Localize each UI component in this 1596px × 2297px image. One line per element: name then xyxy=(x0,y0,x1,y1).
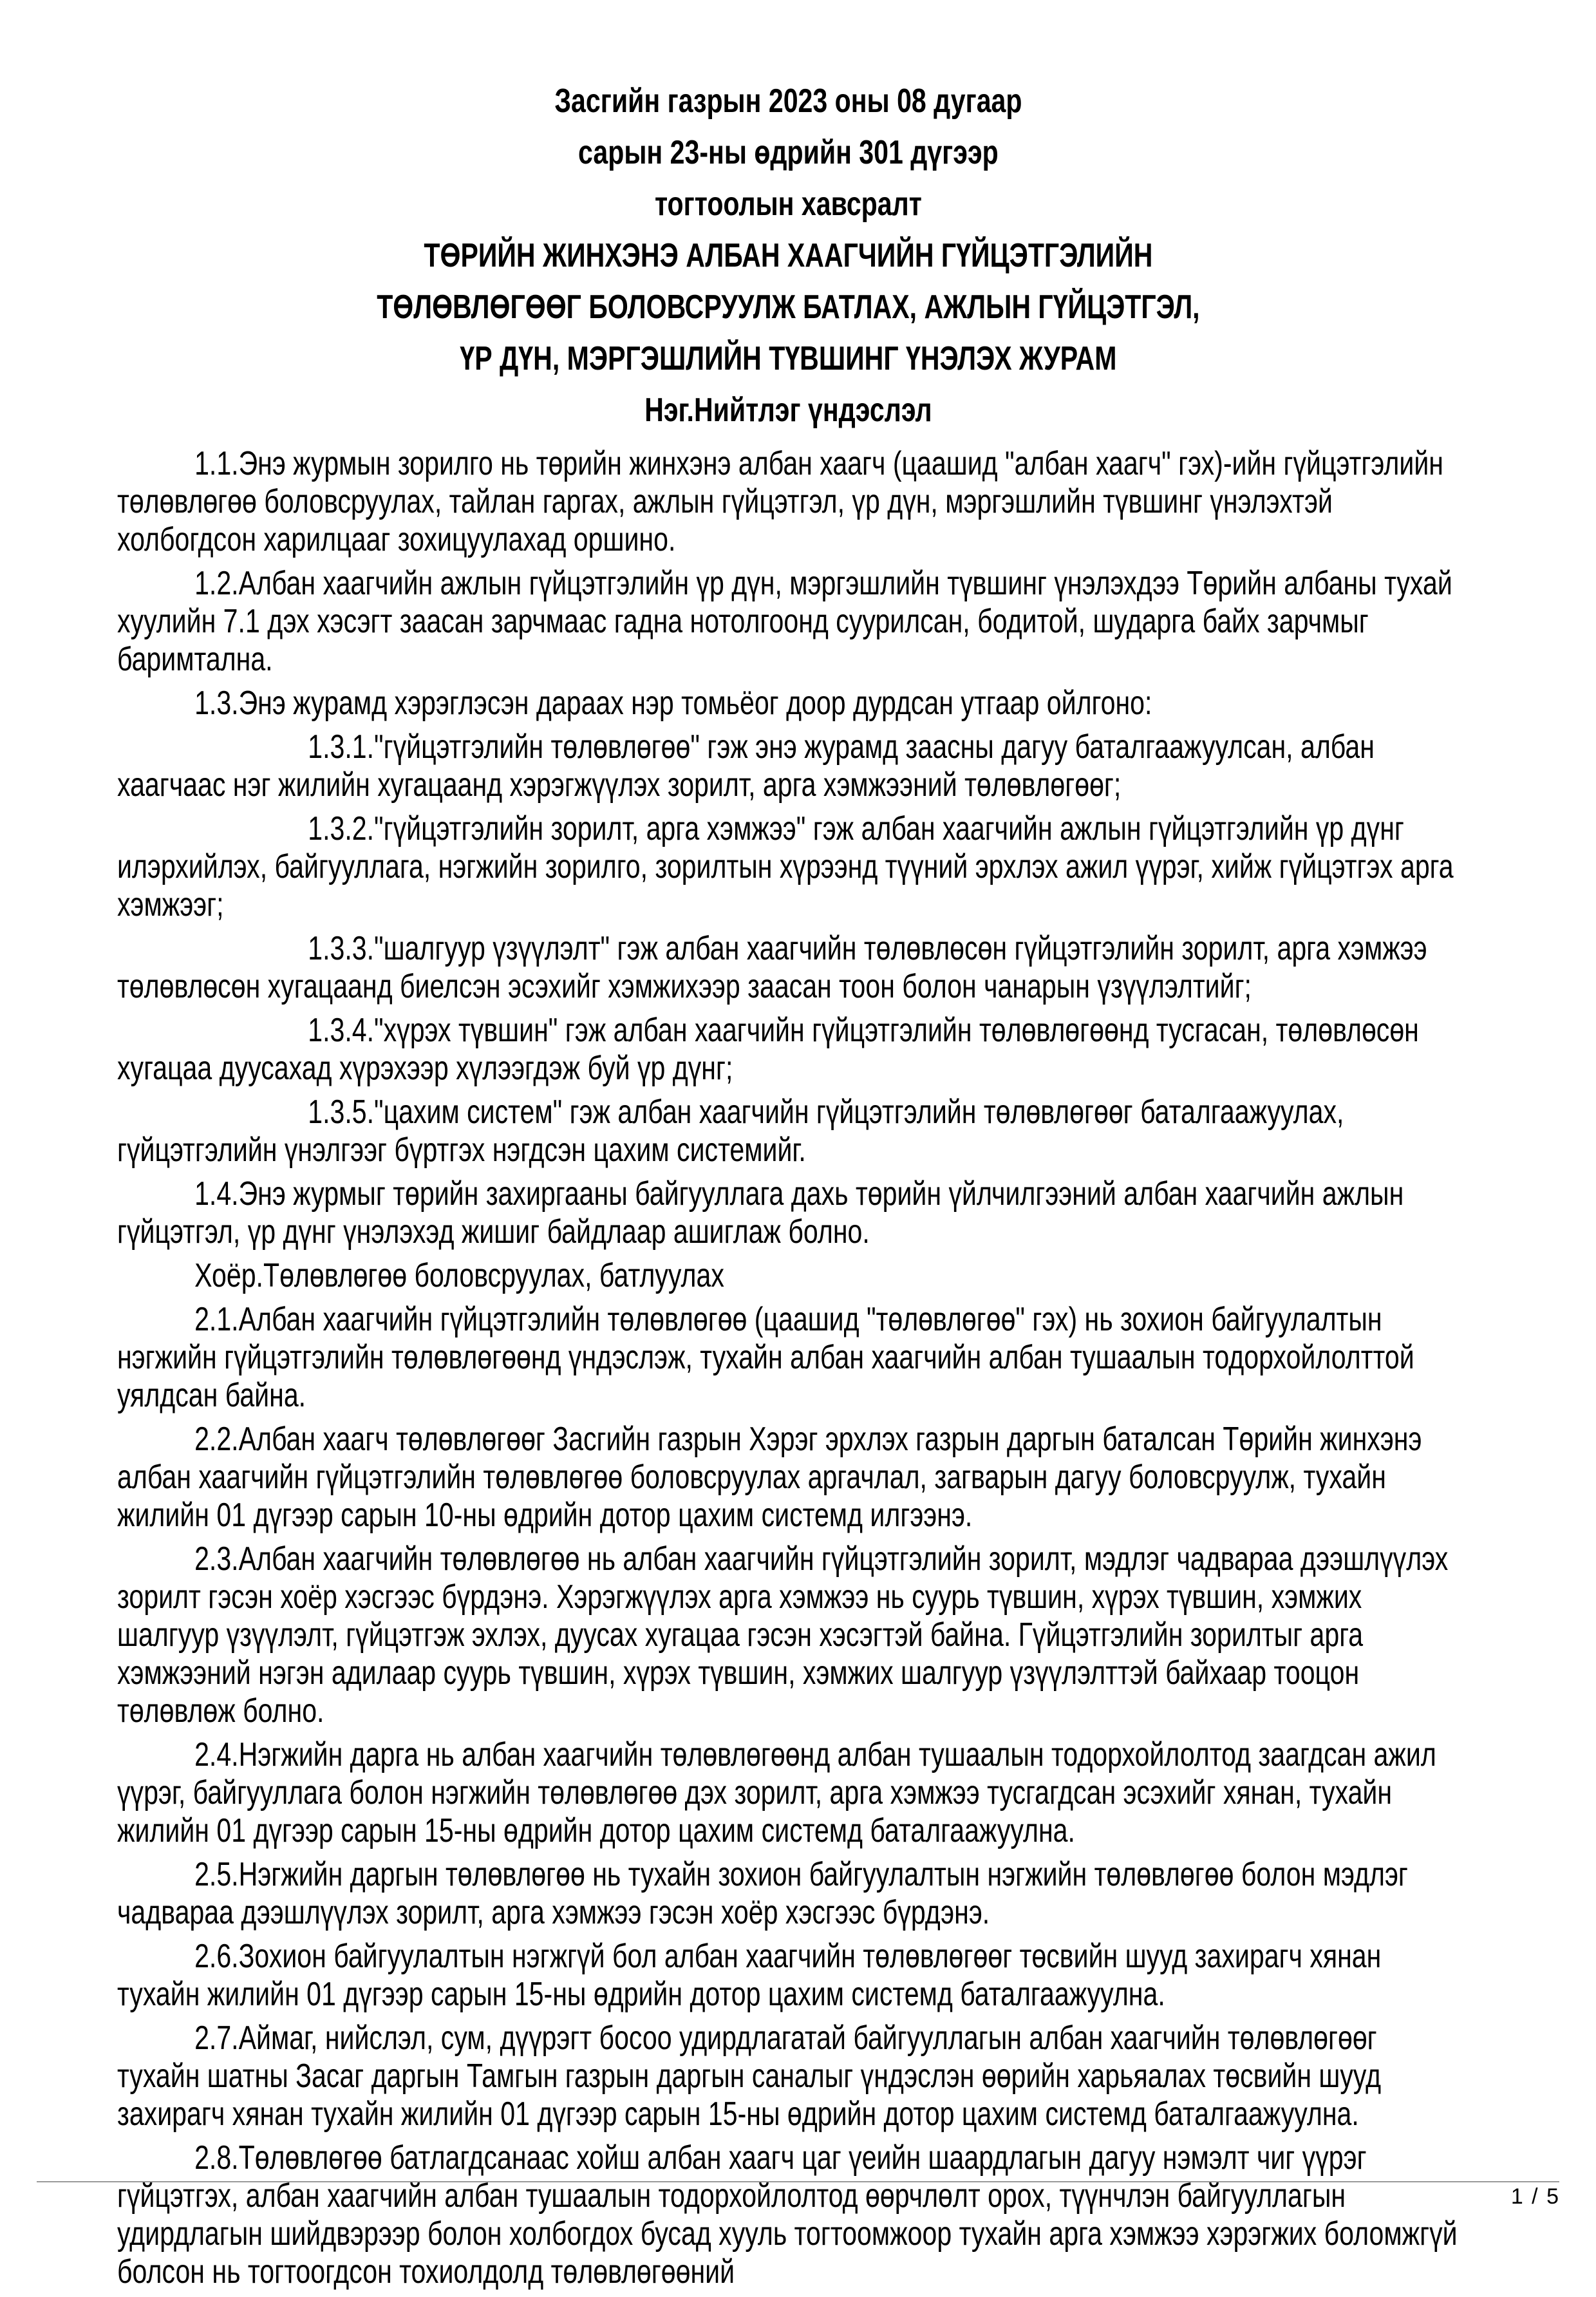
paragraph: 2.6.Зохион байгуулалтын нэгжгүй бол албан хаагчийн төлөвлөгөөг төсвийн шууд захирагч хянан тухайн жилийн 01 дүгээр сарын 15-ны өдрийн дотор цахим системд баталгаажуулна. xyxy=(117,1938,1382,2013)
document-content xyxy=(117,82,1460,2297)
document-sections xyxy=(117,392,1460,2291)
title-line: ТӨРИЙН ЖИНХЭНЭ АЛБАН ХААГЧИЙН ГҮЙЦЭТГЭЛИЙН xyxy=(424,237,1153,274)
title-line: ҮР ДҮН, МЭРГЭШЛИЙН ТҮВШИНГ ҮНЭЛЭХ ЖУРАМ xyxy=(460,340,1117,377)
paragraph: 2.2.Албан хаагч төлөвлөгөөг Засгийн газрын Хэрэг эрхлэх газрын даргын баталсан Төрийн жинхэнэ албан хаагчийн гүйцэтгэлийн төлөвлөгөө боловсруулах аргачлал, загварын дагуу боловсруулж, тухайн жилийн 01 дүгээр сарын 10-ны өдрийн дотор цахим системд илгээнэ. xyxy=(117,1421,1422,1534)
paragraph: 1.4.Энэ журмыг төрийн захиргааны байгууллага дахь төрийн үйлчилгээний албан хаагчийн ажлын гүйцэтгэл, үр дүнг үнэлэхэд жишиг байдлаар ашиглаж болно. xyxy=(117,1175,1404,1251)
paragraph: 2.5.Нэгжийн даргын төлөвлөгөө нь тухайн зохион байгуулалтын нэгжийн төлөвлөгөө болон мэдлэг чадвараа дээшлүүлэх зорилт, арга хэмжээ гэсэн хоёр хэсгээс бүрдэнэ. xyxy=(117,1856,1408,1931)
preamble-line: сарын 23-ны өдрийн 301 дүгээр xyxy=(578,134,999,171)
paragraph: 1.3.4."хүрэх түвшин" гэж албан хаагчийн гүйцэтгэлийн төлөвлөгөөнд тусгасан, төлөвлөсөн хугацаа дуусахад хүрэхээр хүлээгдэж буй үр дүнг; xyxy=(117,1012,1419,1087)
paragraph: 1.3.2."гүйцэтгэлийн зорилт, арга хэмжээ" гэж албан хаагчийн ажлын гүйцэтгэлийн үр дүнг илэрхийлэх, байгууллага, нэгжийн зорилго, зорилтын хүрээнд түүний эрхлэх ажил үүрэг, хийж гүйцэтгэх арга хэмжээг; xyxy=(117,810,1454,923)
preamble-line: Засгийн газрын 2023 оны 08 дугаар xyxy=(554,82,1022,120)
paragraph: 2.8.Төлөвлөгөө батлагдсанаас хойш албан хаагч цаг үеийн шаардлагын дагуу нэмэлт чиг үүрэг гүйцэтгэх, албан хаагчийн албан тушаалын тодорхойлолтод өөрчлөлт орох, түүнчлэн байгууллагын удирдлагын шийдвэрээр болон холбогдох бусад хууль тогтоомжоор тухайн арга хэмжээ хэрэгжих боломжгүй болсон нь тогтоогдсон тохиолдолд төлөвлөгөөний xyxy=(117,2139,1458,2291)
paragraph: 1.3.1."гүйцэтгэлийн төлөвлөгөө" гэж энэ журамд заасны дагуу баталгаажуулсан, албан хаагчаас нэг жилийн хугацаанд хэрэгжүүлэх зорилт, арга хэмжээний төлөвлөгөөг; xyxy=(117,728,1375,804)
paragraph: 2.3.Албан хаагчийн төлөвлөгөө нь албан хаагчийн гүйцэтгэлийн зорилт, мэдлэг чадвараа дээшлүүлэх зорилт гэсэн хоёр хэсгээс бүрдэнэ. Хэрэгжүүлэх арга хэмжээ нь суурь түвшин, хүрэх түвшин, хэмжих шалгуур үзүүлэлт, гүйцэтгэж эхлэх, дуусах хугацаа гэсэн хэсэгтэй байна. Гүйцэтгэлийн зорилтыг арга хэмжээний нэгэн адилаар суурь түвшин, хүрэх түвшин, хэмжих шалгуур үзүүлэлттэй байхаар тооцон төлөвлөж болно. xyxy=(117,1540,1449,1730)
preamble-line: тогтоолын хавсралт xyxy=(654,185,922,223)
paragraph: 1.1.Энэ журмын зорилго нь төрийн жинхэнэ албан хаагч (цаашид "албан хаагч" гэх)-ийн гүйцэтгэлийн төлөвлөгөө боловсруулах, тайлан гаргах, ажлын гүйцэтгэл, үр дүн, мэргэшлийн түвшинг үнэлэхтэй холбогдсон харилцааг зохицуулахад оршино. xyxy=(117,445,1443,558)
section-heading: Хоёр.Төлөвлөгөө боловсруулах, батлуулах xyxy=(194,1257,724,1294)
section xyxy=(117,392,1460,1251)
decree-preamble xyxy=(117,82,1460,223)
paragraph: 1.3.3."шалгуур үзүүлэлт" гэж албан хаагчийн төлөвлөсөн гүйцэтгэлийн зорилт, арга хэмжээ төлөвлөсөн хугацаанд биелсэн эсэхийг хэмжихээр заасан тоон болон чанарын үзүүлэлтийг; xyxy=(117,930,1427,1005)
paragraph: 1.2.Албан хаагчийн ажлын гүйцэтгэлийн үр дүн, мэргэшлийн түвшинг үнэлэхдээ Төрийн албаны тухай хуулийн 7.1 дэх хэсэгт заасан зарчмаас гадна нотолгоонд суурилсан, бодитой, шударга байх зарчмыг баримтална. xyxy=(117,565,1452,678)
title-line: ТӨЛӨВЛӨГӨӨГ БОЛОВСРУУЛЖ БАТЛАХ, АЖЛЫН ГҮЙЦЭТГЭЛ, xyxy=(377,288,1200,326)
document-title xyxy=(117,237,1460,378)
paragraph: 2.7.Аймаг, нийслэл, сум, дүүрэгт босоо удирдлагатай байгууллагын албан хаагчийн төлөвлөгөөг тухайн шатны Засаг даргын Тамгын газрын даргын саналыг үндэслэн өөрийн харьяалах төсвийн шууд захирагч хянан тухайн жилийн 01 дүгээр сарын 15-ны өдрийн дотор цахим системд баталгаажуулна. xyxy=(117,2019,1382,2133)
paragraph: 2.4.Нэгжийн дарга нь албан хаагчийн төлөвлөгөөнд албан тушаалын тодорхойлолтод заагдсан ажил үүрэг, байгууллага болон нэгжийн төлөвлөгөө дэх зорилт, арга хэмжээ тусгагдсан эсэхийг хянан, тухайн жилийн 01 дүгээр сарын 15-ны өдрийн дотор цахим системд баталгаажуулна. xyxy=(117,1736,1436,1849)
section xyxy=(117,1257,1460,2291)
page-number: 1 / 5 xyxy=(1510,2184,1560,2209)
footer-divider xyxy=(37,2181,1559,2182)
paragraph: 1.3.Энэ журамд хэрэглэсэн дараах нэр томьёог доор дурдсан утгаар ойлгоно: xyxy=(194,685,1152,722)
paragraph: 1.3.5."цахим систем" гэж албан хаагчийн гүйцэтгэлийн төлөвлөгөөг баталгаажуулах, гүйцэтгэлийн үнэлгээг бүртгэх нэгдсэн цахим системийг. xyxy=(117,1093,1344,1169)
paragraph: 2.1.Албан хаагчийн гүйцэтгэлийн төлөвлөгөө (цаашид "төлөвлөгөө" гэх) нь зохион байгуулалтын нэгжийн гүйцэтгэлийн төлөвлөгөөнд үндэслэж, тухайн албан хаагчийн албан тушаалын тодорхойлолттой уялдсан байна. xyxy=(117,1301,1414,1414)
section-heading: Нэг.Нийтлэг үндэслэл xyxy=(644,392,932,429)
